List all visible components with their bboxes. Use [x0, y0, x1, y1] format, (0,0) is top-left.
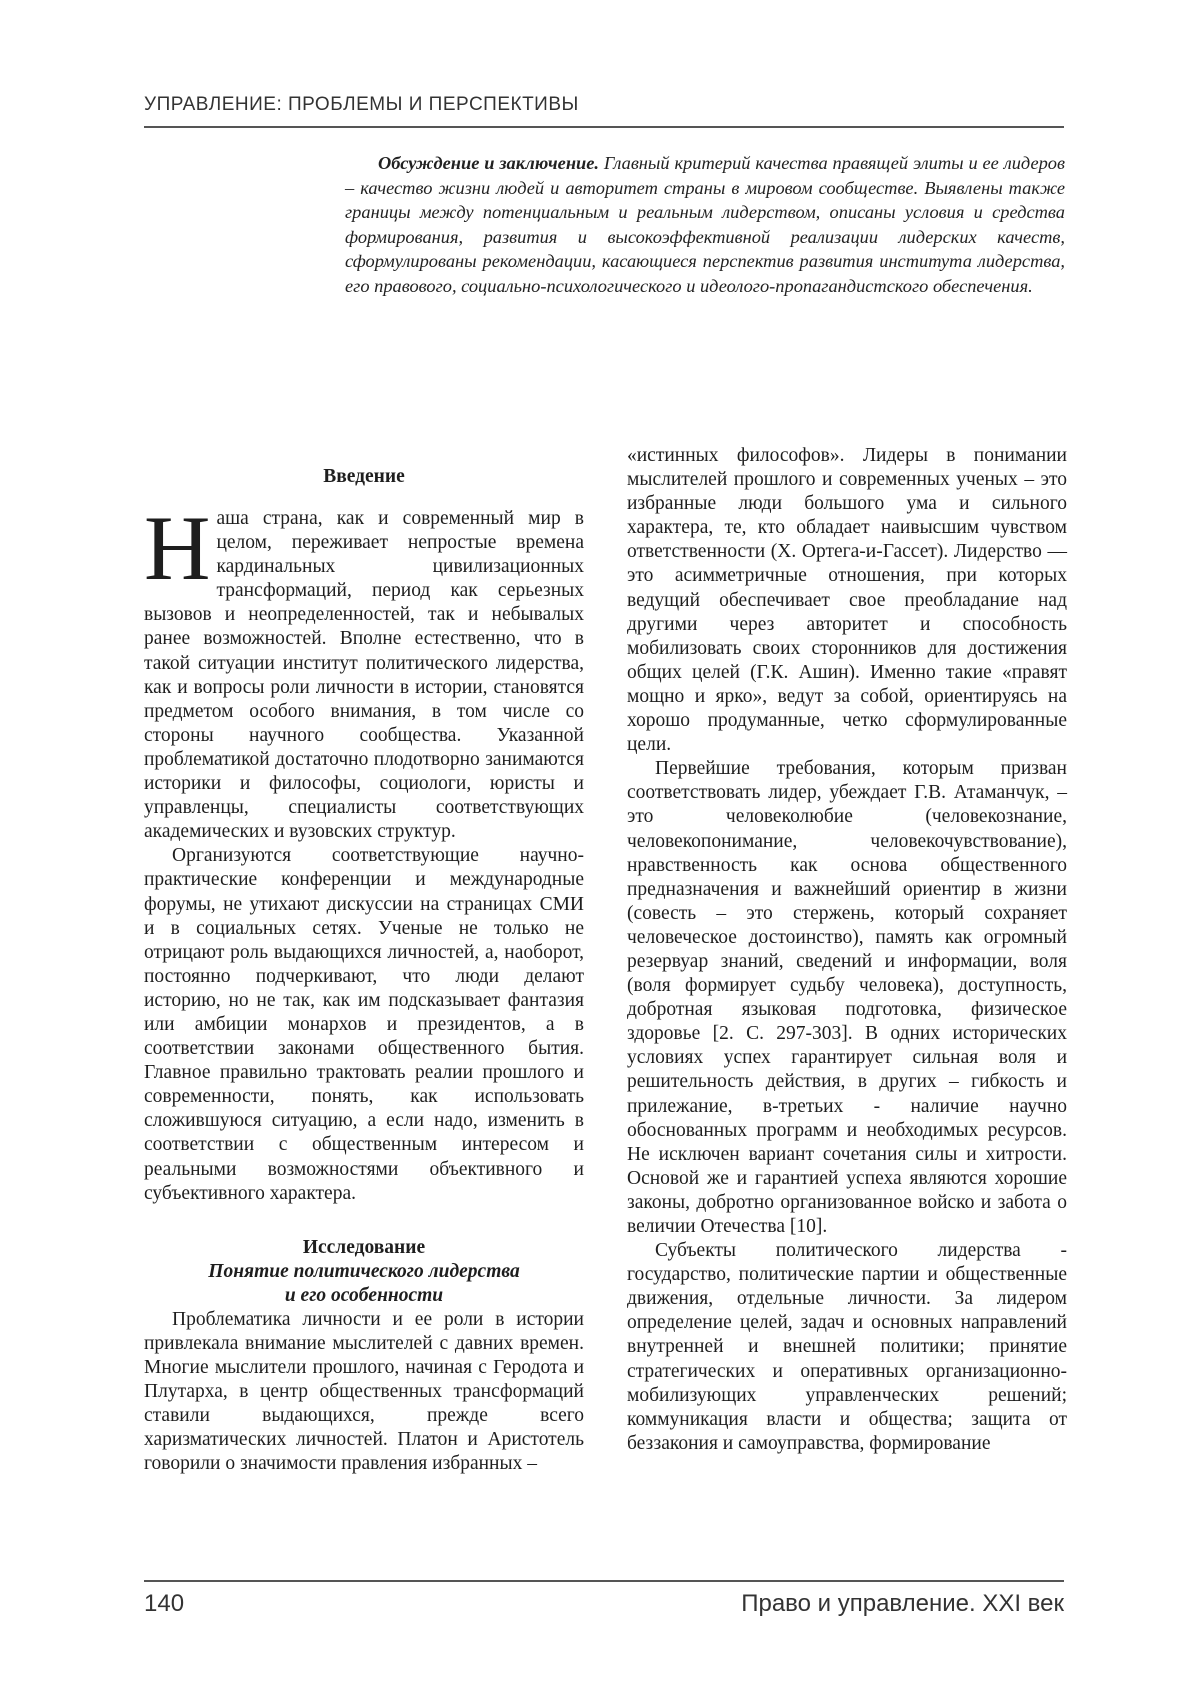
abstract-text: Главный критерий качества правящей элиты и ее лидеров – качество жизни людей и авторитет страны в мировом сообществе. Выявлены также границы между потенциальным и реальным лидерством, описаны условия и средства формирования, развития и высокоэффективной реализации лидерских качеств, сформулированы рекомендации, касающиеся перспектив развития института лидерства, его правового, социально-психологического и идеолого-пропагандистского обеспечения.	[345, 153, 1065, 296]
intro-heading: Введение	[323, 466, 405, 487]
right-paragraph-1: «истинных философов». Лидеры в понимании мыслителей прошлого и современных ученых – это избранные люди большого ума и сильного характера, те, кто обладает наивысшим чувством ответственности (Х. Ортега-и-Гассет). Лидерство — это асимметричные отношения, при которых ведущий обеспечивает свое преобладание над другими через авторитет и способность мобилизовать своих сторонников для достижения общих целей (Г.К. Ашин). Именно такие «правят мощно и ярко», ведут за собой, ориентируясь на хорошо продуманные, четко сформулированные цели.	[627, 445, 1067, 756]
research-subheading-line2: и его особенности	[284, 1284, 444, 1306]
abstract-lead: Обсуждение и заключение.	[378, 153, 600, 173]
right-paragraph-2: Первейшие требования, которым призван соответствовать лидер, убеждает Г.В. Атаманчук, – это человеколюбие (человекознание, человекопонимание, человекочувствование), нравственность как основа общественного предназначения и важнейший ориентир в жизни (совесть – это стержень, который сохраняет человеческое достоинство), память как огромный резервуар знаний, сведений и информации, воля (воля формирует судьбу человека), доступность, добротная языковая подготовка, физическое здоровье [2. С. 297-303]. В одних исторических условиях успех гарантирует сильная воля и решительность действия, в других – гибкость и прилежание, в-третьих - наличие научно обоснованных программ и необходимых ресурсов. Не исключен вариант сочетания силы и хитрости. Основой же и гарантией успеха являются хорошие законы, добротно организованное войско и забота о величии Отечества [10].	[627, 758, 1067, 1237]
right-paragraph-3: Субъекты политического лидерства - государство, политические партии и общественные движения, отдельные личности. За лидером определение целей, задач и основных направлений внутренней и внешней политики; принятие стратегических и оперативных организационно-мобилизующих управленческих решений; коммуникация власти и общества; защита от беззакония и самоуправства, формирование	[627, 1240, 1067, 1454]
intro-paragraph-1-text: аша страна, как и современный мир в целом, переживает непростые времена кардинальных цивилизационных трансформаций, период как серьезных вызовов и неопределенностей, так и небывалых ранее возможностей. Вполне естественно, что в такой ситуации институт политического лидерства, как и вопросы роли личности в истории, становятся предметом особого внимания, в том числе со стороны научного сообщества. Указанной проблематикой достаточно плодотворно занимаются историки и философы, социологи, юристы и управленцы, специалисты соответствующих академических и вузовских структур.	[144, 508, 584, 843]
research-heading: Исследование	[302, 1236, 426, 1258]
intro-paragraph-1	[144, 497, 584, 844]
page-number: 140	[144, 1590, 185, 1617]
right-column	[627, 444, 1067, 1456]
abstract-paragraph	[345, 151, 1065, 298]
journal-name: Право и управление. XXI век	[741, 1590, 1064, 1617]
header-divider	[144, 126, 1064, 128]
left-column	[144, 465, 584, 1476]
research-paragraph-1: Проблематика личности и ее роли в истории привлекала внимание мыслителей с давних времен. Многие мыслители прошлого, начиная с Геродота и Плутарха, в центр общественных трансформаций ставили выдающихся, прежде всего харизматических личностей. Платон и Аристотель говорили о значимости правления избранных –	[144, 1308, 584, 1475]
research-subheading-line1: Понятие политического лидерства	[208, 1260, 520, 1282]
abstract-block	[345, 151, 1065, 298]
running-header: УПРАВЛЕНИЕ: ПРОБЛЕМЫ И ПЕРСПЕКТИВЫ	[144, 94, 579, 115]
intro-paragraph-2: Организуются соответствующие научно-практические конференции и международные форумы, не утихают дискуссии на страницах СМИ и в социальных сетях. Ученые не только не отрицают роль выдающихся личностей, а, наоборот, постоянно подчеркивают, что люди делают историю, но не так, как им подсказывает фантазия или амбиции монархов и президентов, а в соответствии законами общественного бытия. Главное правильно трактовать реалии прошлого и современности, понять, как использовать сложившуюся ситуацию, а если надо, изменить в соответствии с общественным интересом и реальными возможностями объективного и субъективного характера.	[144, 845, 584, 1204]
footer-divider	[144, 1580, 1064, 1582]
drop-cap: Н	[144, 497, 211, 599]
